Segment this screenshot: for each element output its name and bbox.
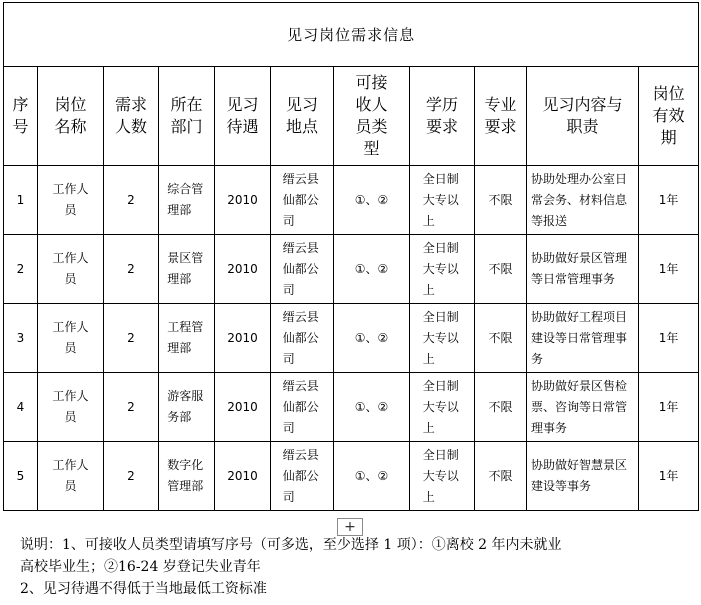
cell-types: ①、②	[334, 373, 410, 442]
cell-edu: 全日制大专以上	[410, 166, 475, 235]
cell-location: 缙云县仙都公司	[271, 235, 334, 304]
cell-pay: 2010	[215, 304, 271, 373]
cell-post-name: 工作人员	[38, 235, 104, 304]
cell-validity: 1年	[639, 442, 699, 511]
cell-pay: 2010	[215, 442, 271, 511]
table-row	[4, 373, 699, 442]
cell-seq: 5	[4, 442, 38, 511]
table-row	[4, 235, 699, 304]
cell-demand: 2	[104, 373, 159, 442]
cell-types: ①、②	[334, 304, 410, 373]
cell-types: ①、②	[334, 442, 410, 511]
cell-demand: 2	[104, 442, 159, 511]
cell-demand: 2	[104, 166, 159, 235]
header-post-name: 岗位名称	[38, 67, 104, 166]
note-line-1: 说明：1、可接收人员类型请填写序号（可多选，至少选择 1 项）：①离校 2 年内未就业	[20, 537, 562, 553]
cell-pay: 2010	[215, 166, 271, 235]
cell-post-name: 工作人员	[38, 304, 104, 373]
cell-content: 协助做好景区售检票、咨询等日常管理事务	[527, 373, 639, 442]
cell-location: 缙云县仙都公司	[271, 373, 334, 442]
cell-major: 不限	[475, 373, 527, 442]
header-dept: 所在部门	[159, 67, 215, 166]
cell-validity: 1年	[639, 235, 699, 304]
cell-major: 不限	[475, 304, 527, 373]
cell-content: 协助处理办公室日常会务、材料信息等报送	[527, 166, 639, 235]
cell-major: 不限	[475, 442, 527, 511]
cell-pay: 2010	[215, 373, 271, 442]
cell-seq: 3	[4, 304, 38, 373]
table-row	[4, 166, 699, 235]
notes-block	[20, 534, 680, 600]
header-edu: 学历要求	[410, 67, 475, 166]
cell-post-name: 工作人员	[38, 166, 104, 235]
header-validity: 岗位有效期	[639, 67, 699, 166]
cell-dept: 工程管理部	[159, 304, 215, 373]
header-row	[4, 67, 699, 166]
table-add-row-handle[interactable]: +	[337, 518, 363, 536]
cell-demand: 2	[104, 235, 159, 304]
header-major: 专业要求	[475, 67, 527, 166]
cell-dept: 游客服务部	[159, 373, 215, 442]
cell-content: 协助做好智慧景区建设等事务	[527, 442, 639, 511]
cell-location: 缙云县仙都公司	[271, 166, 334, 235]
header-types: 可接收人员类型	[334, 67, 410, 166]
cell-location: 缙云县仙都公司	[271, 304, 334, 373]
cell-edu: 全日制大专以上	[410, 442, 475, 511]
cell-post-name: 工作人员	[38, 373, 104, 442]
cell-post-name: 工作人员	[38, 442, 104, 511]
cell-types: ①、②	[334, 235, 410, 304]
cell-major: 不限	[475, 166, 527, 235]
cell-seq: 1	[4, 166, 38, 235]
cell-edu: 全日制大专以上	[410, 373, 475, 442]
cell-validity: 1年	[639, 166, 699, 235]
job-demand-table	[3, 2, 699, 511]
header-pay: 见习待遇	[215, 67, 271, 166]
cell-seq: 2	[4, 235, 38, 304]
header-demand: 需求人数	[104, 67, 159, 166]
cell-content: 协助做好景区管理等日常管理事务	[527, 235, 639, 304]
cell-major: 不限	[475, 235, 527, 304]
cell-dept: 景区管理部	[159, 235, 215, 304]
note-line-2: 高校毕业生；②16-24 岁登记失业青年	[20, 559, 261, 575]
cell-edu: 全日制大专以上	[410, 235, 475, 304]
table-row	[4, 442, 699, 511]
cell-edu: 全日制大专以上	[410, 304, 475, 373]
cell-types: ①、②	[334, 166, 410, 235]
table-row	[4, 304, 699, 373]
cell-dept: 数字化管理部	[159, 442, 215, 511]
cell-validity: 1年	[639, 373, 699, 442]
table-title: 见习岗位需求信息	[4, 3, 699, 67]
cell-pay: 2010	[215, 235, 271, 304]
cell-dept: 综合管理部	[159, 166, 215, 235]
cell-validity: 1年	[639, 304, 699, 373]
note-line-3: 2、见习待遇不得低于当地最低工资标准	[20, 581, 267, 597]
cell-seq: 4	[4, 373, 38, 442]
cell-location: 缙云县仙都公司	[271, 442, 334, 511]
cell-content: 协助做好工程项目建设等日常管理事务	[527, 304, 639, 373]
header-content: 见习内容与职责	[527, 67, 639, 166]
header-location: 见习地点	[271, 67, 334, 166]
header-seq: 序号	[4, 67, 38, 166]
cell-demand: 2	[104, 304, 159, 373]
